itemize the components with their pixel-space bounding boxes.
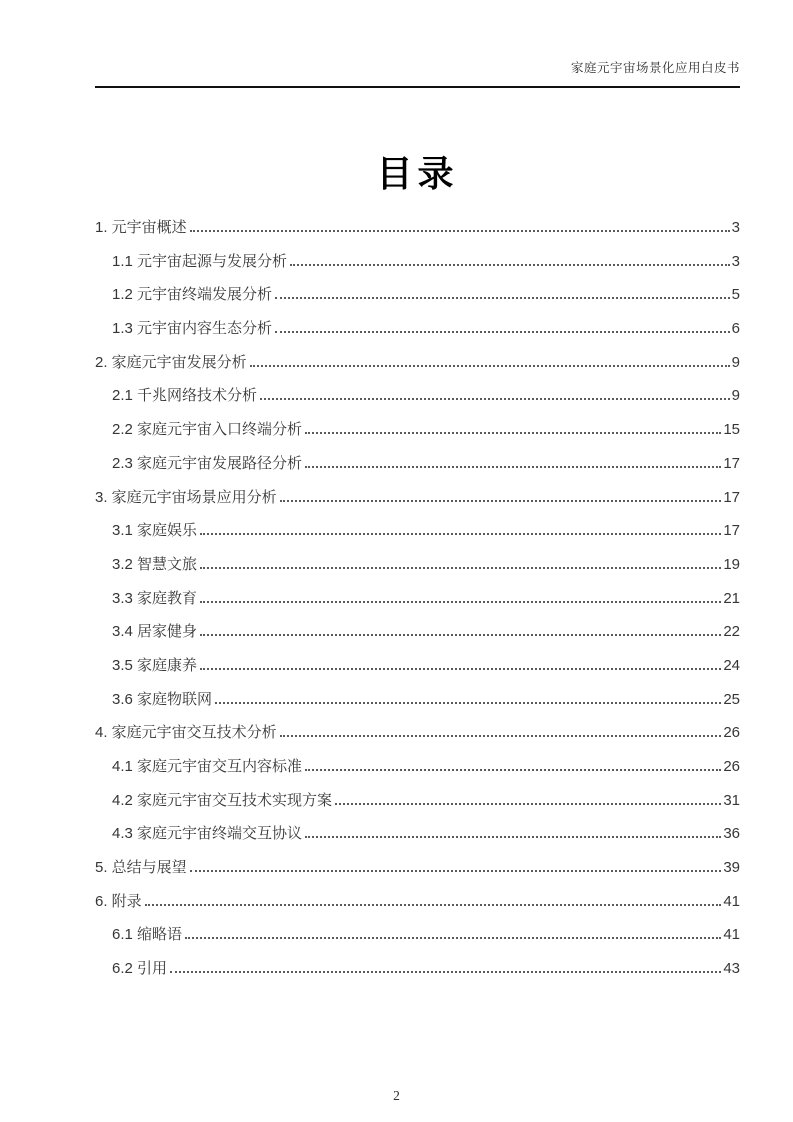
toc-entry[interactable] bbox=[95, 454, 740, 488]
toc-entry-label: 2.2 家庭元宇宙入口终端分析 bbox=[112, 421, 303, 439]
toc-entry[interactable] bbox=[95, 555, 740, 589]
toc-entry[interactable] bbox=[95, 252, 740, 286]
toc-title: 目录 bbox=[376, 153, 459, 194]
toc-dot-leader bbox=[275, 297, 730, 299]
toc-entry[interactable] bbox=[95, 959, 740, 993]
toc-entry[interactable] bbox=[95, 521, 740, 555]
toc-entry[interactable] bbox=[95, 218, 740, 252]
toc-entry-page: 41 bbox=[723, 926, 740, 944]
toc-dot-leader bbox=[190, 870, 722, 872]
toc-entry-page: 43 bbox=[723, 960, 740, 978]
toc-entry-page: 26 bbox=[723, 724, 740, 742]
toc-dot-leader bbox=[215, 702, 721, 704]
toc-dot-leader bbox=[305, 466, 721, 468]
toc-entry-label: 5. 总结与展望 bbox=[95, 859, 187, 877]
toc-entry[interactable] bbox=[95, 824, 740, 858]
toc-entry-label: 6.1 缩略语 bbox=[112, 926, 183, 944]
footer-page-number: 2 bbox=[393, 1088, 400, 1103]
toc-entry-page: 9 bbox=[731, 387, 740, 405]
toc-list bbox=[95, 218, 740, 993]
toc-entry-label: 3. 家庭元宇宙场景应用分析 bbox=[95, 488, 277, 506]
header-rule bbox=[95, 86, 740, 88]
page-header bbox=[95, 61, 740, 88]
toc-entry-page: 5 bbox=[731, 286, 740, 304]
toc-entry[interactable] bbox=[95, 622, 740, 656]
toc-entry-label: 2. 家庭元宇宙发展分析 bbox=[95, 353, 247, 371]
toc-entry-label: 2.1 千兆网络技术分析 bbox=[112, 387, 258, 405]
toc-entry[interactable] bbox=[95, 488, 740, 522]
toc-entry-page: 17 bbox=[723, 488, 740, 506]
toc-dot-leader bbox=[280, 735, 722, 737]
toc-dot-leader bbox=[260, 398, 730, 400]
toc-entry-page: 25 bbox=[723, 690, 740, 708]
page-footer bbox=[0, 1088, 793, 1104]
toc-entry-page: 9 bbox=[731, 353, 740, 371]
toc-dot-leader bbox=[185, 937, 721, 939]
toc-dot-leader bbox=[305, 836, 721, 838]
toc-entry-label: 2.3 家庭元宇宙发展路径分析 bbox=[112, 454, 303, 472]
toc-dot-leader bbox=[305, 769, 721, 771]
toc-dot-leader bbox=[250, 365, 730, 367]
toc-dot-leader bbox=[290, 264, 730, 266]
toc-entry[interactable] bbox=[95, 353, 740, 387]
toc-entry-label: 1.3 元宇宙内容生态分析 bbox=[112, 320, 273, 338]
toc-dot-leader bbox=[170, 971, 721, 973]
toc-dot-leader bbox=[200, 567, 721, 569]
header-title: 家庭元宇宙场景化应用白皮书 bbox=[570, 61, 740, 75]
toc-entry[interactable] bbox=[95, 791, 740, 825]
toc-dot-leader bbox=[200, 601, 721, 603]
toc-dot-leader bbox=[200, 668, 721, 670]
toc-dot-leader bbox=[200, 634, 721, 636]
toc-entry[interactable] bbox=[95, 757, 740, 791]
toc-entry-label: 6.2 引用 bbox=[112, 960, 168, 978]
toc-entry-label: 3.1 家庭娱乐 bbox=[112, 522, 198, 540]
toc-entry-label: 3.4 居家健身 bbox=[112, 623, 198, 641]
toc-entry[interactable] bbox=[95, 723, 740, 757]
toc-entry-page: 3 bbox=[731, 252, 740, 270]
toc-entry-page: 15 bbox=[723, 421, 740, 439]
toc-entry-page: 41 bbox=[723, 892, 740, 910]
toc-entry[interactable] bbox=[95, 925, 740, 959]
toc-entry-label: 1. 元宇宙概述 bbox=[95, 219, 187, 236]
toc-entry-label: 3.6 家庭物联网 bbox=[112, 690, 213, 708]
toc-entry-page: 19 bbox=[723, 555, 740, 573]
toc-dot-leader bbox=[280, 500, 722, 502]
toc-entry[interactable] bbox=[95, 420, 740, 454]
toc-entry[interactable] bbox=[95, 285, 740, 319]
toc-entry-page: 39 bbox=[723, 859, 740, 877]
toc-entry-label: 4. 家庭元宇宙交互技术分析 bbox=[95, 724, 277, 742]
toc-dot-leader bbox=[145, 904, 722, 906]
toc-entry-page: 22 bbox=[723, 623, 740, 641]
toc-entry-label: 3.5 家庭康养 bbox=[112, 656, 198, 674]
toc-entry-label: 4.2 家庭元宇宙交互技术实现方案 bbox=[112, 791, 333, 809]
toc-entry[interactable] bbox=[95, 690, 740, 724]
toc-dot-leader bbox=[190, 230, 730, 232]
toc-dot-leader bbox=[305, 432, 721, 434]
toc-dot-leader bbox=[275, 331, 730, 333]
toc-entry-page: 6 bbox=[731, 320, 740, 338]
toc-entry-page: 21 bbox=[723, 589, 740, 607]
toc-entry[interactable] bbox=[95, 858, 740, 892]
toc-entry-page: 3 bbox=[731, 219, 740, 236]
toc-entry-label: 4.1 家庭元宇宙交互内容标准 bbox=[112, 758, 303, 775]
toc-entry[interactable] bbox=[95, 386, 740, 420]
toc-entry-label: 1.2 元宇宙终端发展分析 bbox=[112, 286, 273, 304]
toc-entry[interactable] bbox=[95, 892, 740, 926]
toc-dot-leader bbox=[335, 803, 721, 805]
toc-entry-label: 3.2 智慧文旅 bbox=[112, 555, 198, 573]
toc-entry[interactable] bbox=[95, 589, 740, 623]
toc-entry-page: 26 bbox=[723, 758, 740, 775]
toc-entry-page: 36 bbox=[723, 825, 740, 843]
toc-entry[interactable] bbox=[95, 319, 740, 353]
toc-entry-page: 31 bbox=[723, 791, 740, 809]
toc-entry-label: 6. 附录 bbox=[95, 892, 142, 910]
toc-entry-label: 3.3 家庭教育 bbox=[112, 589, 198, 607]
toc-entry-label: 4.3 家庭元宇宙终端交互协议 bbox=[112, 825, 303, 843]
toc-entry-page: 17 bbox=[723, 454, 740, 472]
toc-entry[interactable] bbox=[95, 656, 740, 690]
toc-entry-page: 17 bbox=[723, 522, 740, 540]
toc-dot-leader bbox=[200, 533, 721, 535]
toc-entry-label: 1.1 元宇宙起源与发展分析 bbox=[112, 252, 288, 270]
toc-entry-page: 24 bbox=[723, 656, 740, 674]
